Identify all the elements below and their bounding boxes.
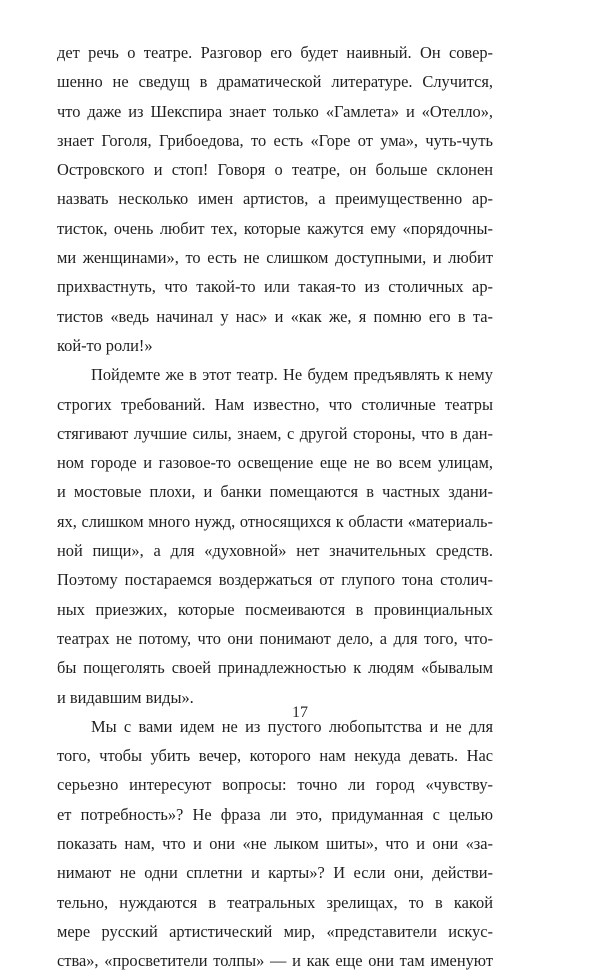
- text-line: серьезно интересуют вопросы: точно ли город «чувству-: [57, 775, 493, 795]
- page-number: 17: [292, 704, 308, 721]
- text-line: тистов «ведь начинал у нас» и «как же, я помню его в та-: [57, 306, 493, 326]
- text-line: тисток, очень любит тех, которые кажутся ему «порядочны-: [57, 218, 493, 238]
- text-line: кой-то роли!»: [57, 335, 153, 355]
- text-line: Поэтому постараемся воздержаться от глупого тона столич-: [57, 570, 493, 590]
- text-line: и видавшим виды».: [57, 687, 194, 707]
- text-line: ях, слишком много нужд, относящихся к области «материаль-: [57, 511, 493, 531]
- text-line: назвать несколько имен артистов, а преимущественно ар-: [57, 189, 493, 209]
- text-line: тельно, нуждаются в театральных зрелищах, то в какой: [57, 892, 493, 912]
- text-line: знает Гоголя, Грибоедова, то есть «Горе от ума», чуть-чуть: [57, 130, 493, 150]
- text-line: бы пощеголять своей принадлежностью к людям «бывалым: [57, 658, 493, 678]
- text-line: и мостовые плохи, и банки помещаются в частных здани-: [57, 482, 493, 502]
- paragraph: [57, 360, 493, 712]
- paragraph: [57, 712, 493, 976]
- text-line: ми женщинами», то есть не слишком доступными, и любит: [57, 248, 493, 268]
- text-line: что даже из Шекспира знает только «Гамлета» и «Отелло»,: [57, 101, 493, 121]
- text-line: прихвастнуть, что такой-то или такая-то из столичных ар-: [57, 277, 493, 297]
- text-line: дет речь о театре. Разговор его будет наивный. Он совер-: [57, 43, 493, 62]
- text-line: того, чтобы убить вечер, которого нам некуда девать. Нас: [57, 746, 493, 766]
- text-line: мере русский артистический мир, «представители искус-: [57, 921, 493, 941]
- text-line: Пойдемте же в этот театр. Не будем предъявлять к нему: [91, 365, 493, 385]
- text-line: шенно не сведущ в драматической литературе. Случится,: [57, 72, 493, 92]
- text-line: Островского и стоп! Говоря о театре, он больше склонен: [57, 160, 493, 180]
- text-line: театрах не потому, что они понимают дело, а для того, что-: [57, 628, 493, 648]
- text-line: Мы с вами идем не из пустого любопытства и не для: [91, 716, 493, 736]
- text-line: показать нам, что и они «не лыком шиты», что и они «за-: [57, 834, 493, 854]
- text-line: стягивают лучшие силы, знаем, с другой стороны, что в дан-: [57, 423, 493, 443]
- text-line: ства», «просветители толпы» — и как еще они там именуют: [57, 951, 493, 971]
- text-line: ной пищи», а для «духовной» нет значительных средств.: [57, 541, 493, 561]
- paragraph: [57, 38, 493, 360]
- page-body: [57, 38, 493, 976]
- text-line: нимают не одни сплетни и карты»? И если они, действи-: [57, 863, 493, 883]
- text-line: строгих требований. Нам известно, что столичные театры: [57, 394, 493, 414]
- text-line: ет потребность»? Не фраза ли это, придуманная с целью: [57, 804, 493, 824]
- text-line: ном городе и газовое-то освещение еще не во всем улицам,: [57, 453, 493, 473]
- text-line: ных приезжих, которые посмеиваются в провинциальных: [57, 599, 493, 619]
